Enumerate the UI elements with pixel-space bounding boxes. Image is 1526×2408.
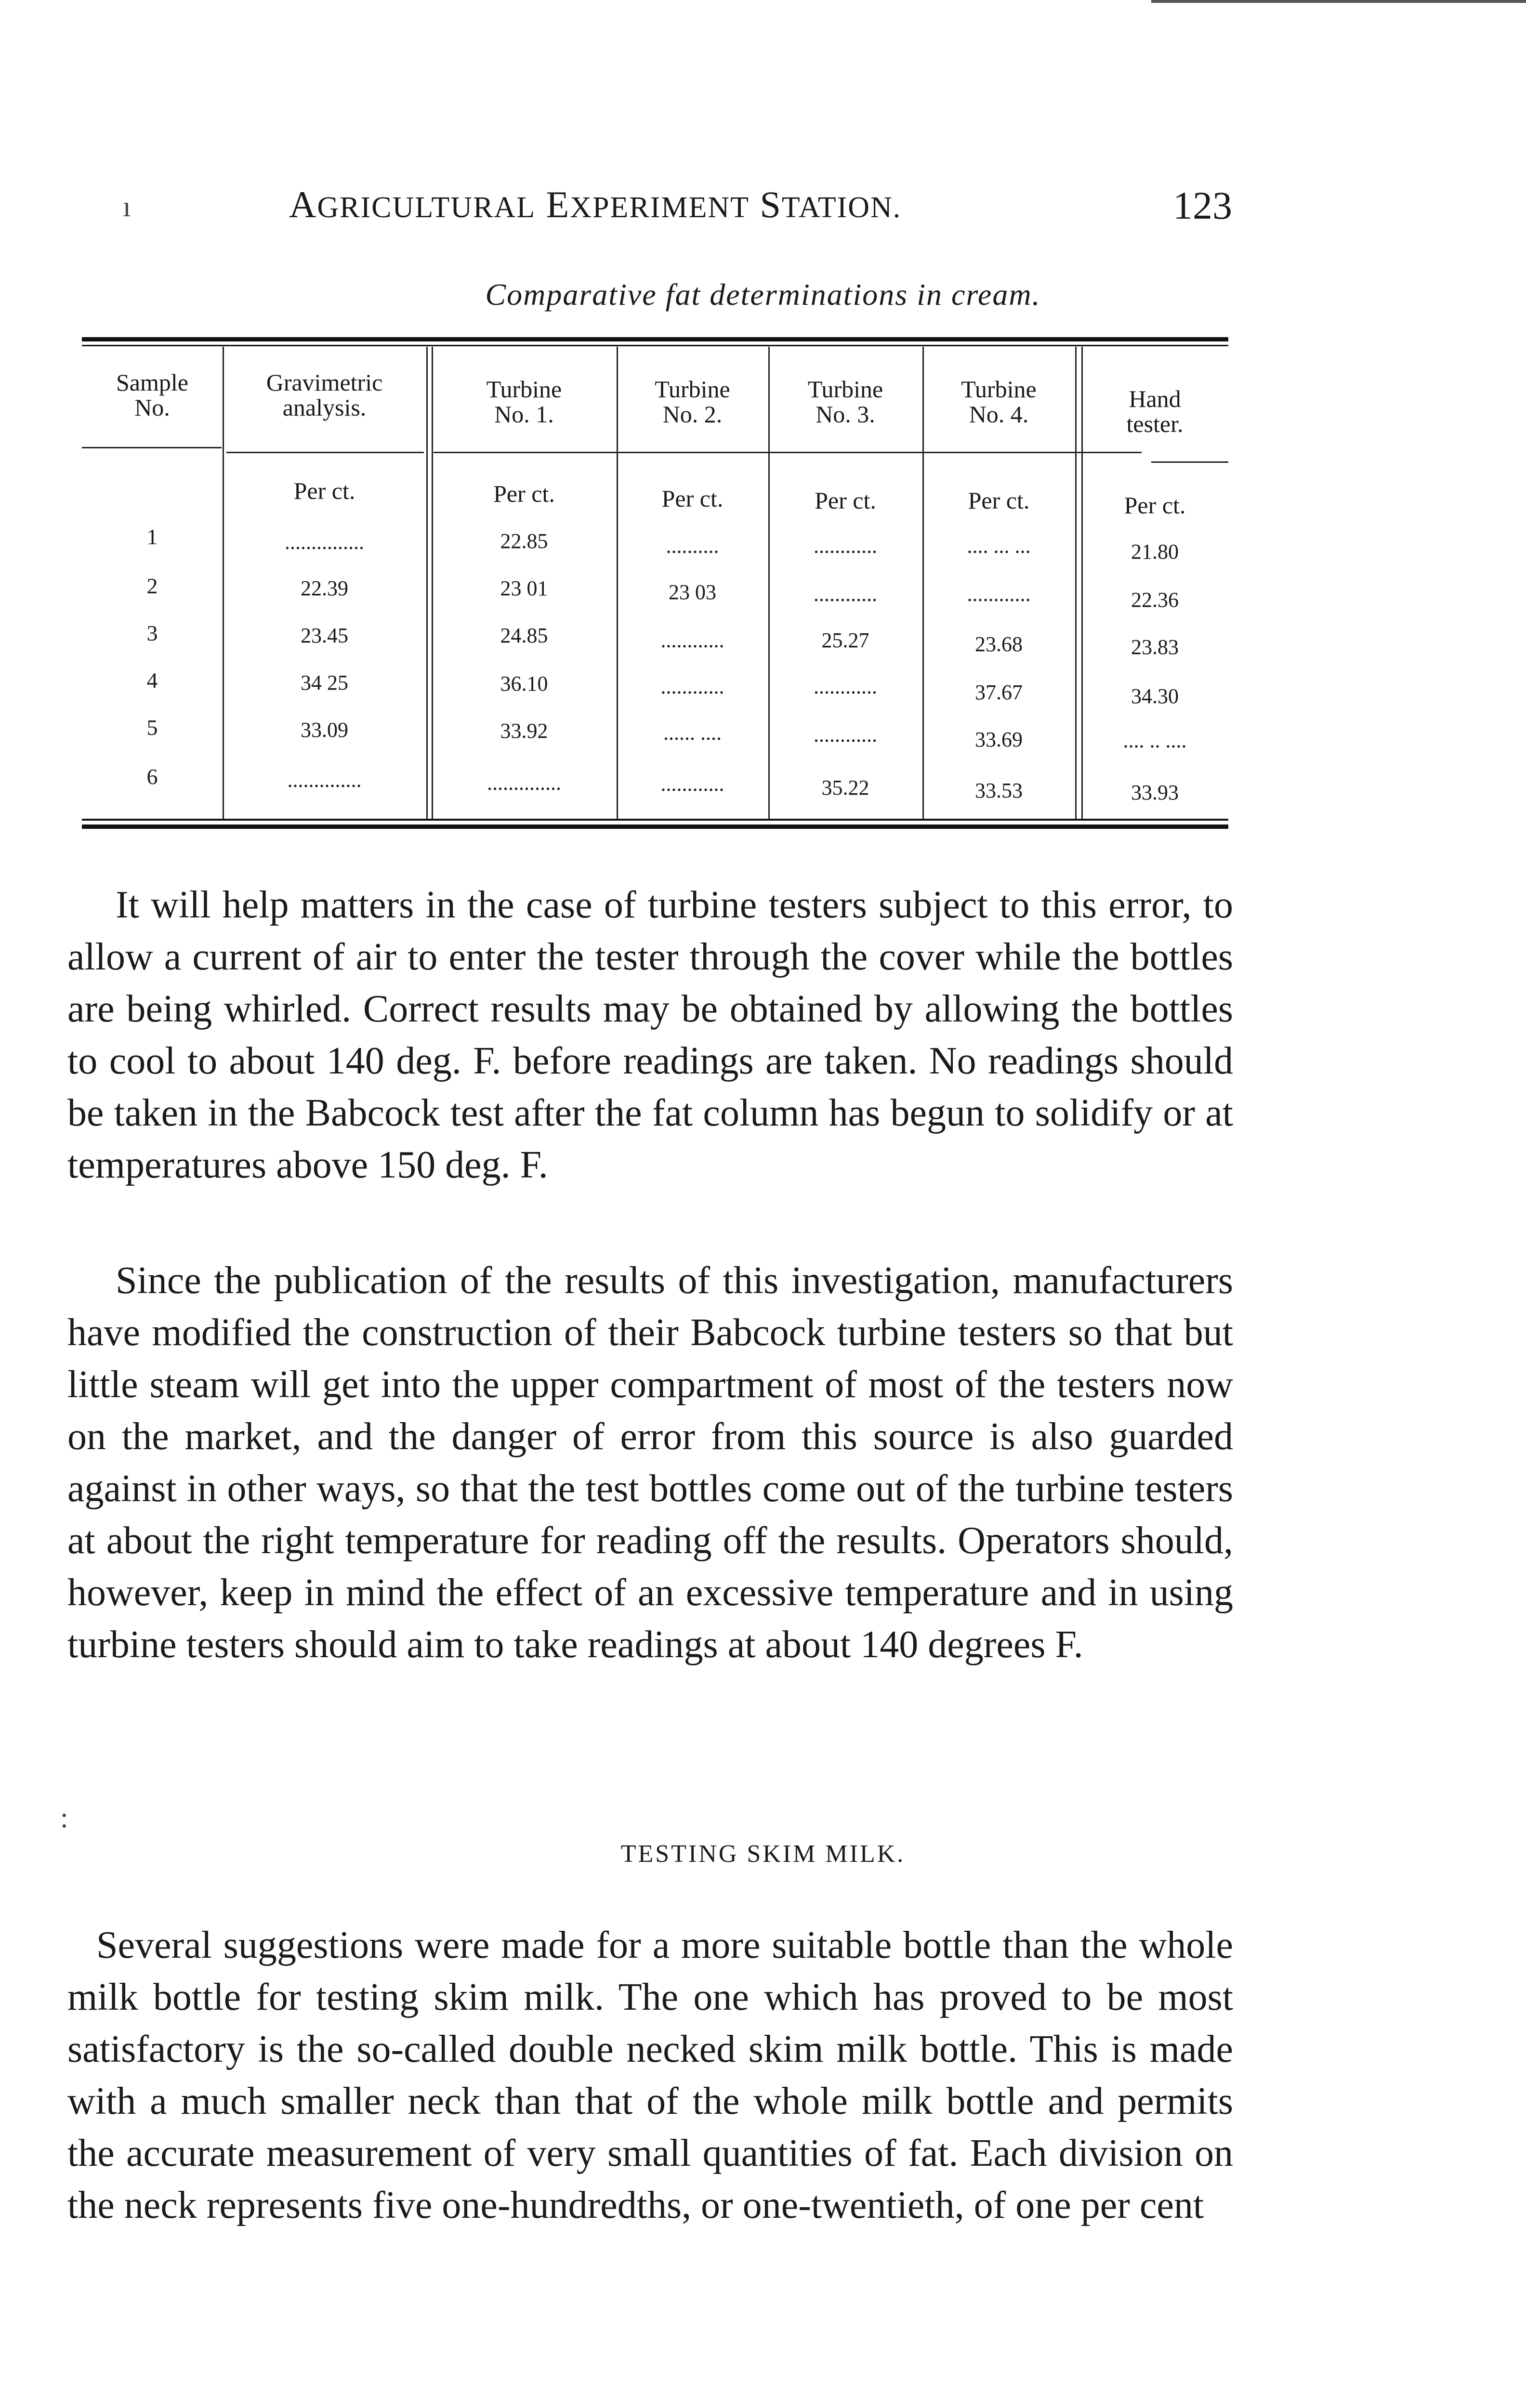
table-top-rule xyxy=(82,337,1228,341)
sample-number: 1 xyxy=(146,524,158,549)
table-bottom-rule xyxy=(82,824,1228,829)
table-cell: .... ... ... xyxy=(967,534,1031,558)
table-cell: 23.45 xyxy=(301,624,348,647)
table-cell: 23.68 xyxy=(975,632,1023,656)
table-cell: ............ xyxy=(814,675,877,698)
table-cell: 34.30 xyxy=(1131,684,1179,708)
column-divider xyxy=(426,347,428,819)
table-top-rule xyxy=(82,345,1228,346)
table-cell: ...... .... xyxy=(663,721,722,745)
table-cell: 33.69 xyxy=(975,728,1023,751)
unit-label: Per ct. xyxy=(968,487,1030,514)
running-head-word: AGRICULTURAL xyxy=(289,183,536,225)
table-cell: 23 03 xyxy=(669,580,716,604)
table-cell: 35.22 xyxy=(821,776,869,799)
unit-label: Per ct. xyxy=(1124,492,1186,519)
table-cell: ............ xyxy=(814,723,877,746)
table-cell: .... .. .... xyxy=(1123,729,1187,752)
column-header-gravimetric: Gravimetric analysis. xyxy=(266,369,383,421)
body-paragraph: Several suggestions were made for a more suitable bottle than the whole milk bottle for testing skim milk. The one which has proved to be most satisfactory is the so-called double necked skim milk bottle. This is made with a much smaller neck than that of the whole milk bottle and permits the accurate measurement of very small quantities of fat. Each division on the neck represents five one-hundredths, or one-twentieth, of one per cent xyxy=(67,1924,1233,2226)
table-cell: 25.27 xyxy=(821,628,869,652)
table-cell: ............... xyxy=(285,530,364,554)
section-heading: TESTING SKIM MILK. xyxy=(620,1840,906,1868)
table-cell: .............. xyxy=(487,771,561,795)
page-header xyxy=(289,183,1252,241)
header-underline xyxy=(1151,461,1228,463)
table-cell: .......... xyxy=(666,534,719,558)
table-cell: ............ xyxy=(660,772,724,796)
table-cell: ............ xyxy=(967,582,1031,606)
column-header-turbine-2: Turbine No. 2. xyxy=(655,376,730,428)
fat-determinations-table xyxy=(82,337,1228,848)
table-cell: 23.83 xyxy=(1131,635,1179,659)
table-cell: 24.85 xyxy=(500,624,548,647)
sample-number: 5 xyxy=(146,715,158,740)
body-paragraph: Since the publication of the results of this investigation, manufacturers have modified the construction of their Babcock turbine testers so that but little steam will get into the upper compartment of most of the testers now on the market, and the danger of error from this source is also guarded against in other ways, so that the test bottles come out of the turbine testers at about the right temperature for reading off the results. Operators should, however, keep in mind the effect of an excessive temperature and in using turbine testers should aim to take readings at about 140 degrees F. xyxy=(67,1259,1233,1666)
table-bottom-rule xyxy=(82,819,1228,821)
running-head-word: EXPERIMENT xyxy=(546,183,750,225)
running-head-word: STATION. xyxy=(760,183,902,225)
column-header-sample-no: Sample No. xyxy=(116,369,188,421)
sample-number: 6 xyxy=(146,764,158,789)
table-cell: .............. xyxy=(287,768,362,792)
column-header-turbine-3: Turbine No. 3. xyxy=(807,376,883,428)
body-paragraph: It will help matters in the case of turbine testers subject to this error, to allow a current of air to enter the tester through the cover while the bottles are being whirled. Correct results may be obtained by allowing the bottles to cool to about 140 deg. F. before readings are taken. No readings should be taken in the Babcock test after the fat column has begun to solidify or at temperatures above 150 deg. F. xyxy=(67,884,1233,1186)
table-cell: ............ xyxy=(814,582,877,606)
column-header-turbine-4: Turbine No. 4. xyxy=(961,376,1037,428)
running-head xyxy=(289,183,901,226)
header-underline xyxy=(226,452,424,453)
table-cell: 22.36 xyxy=(1131,588,1179,612)
column-header-turbine-1: Turbine No. 1. xyxy=(486,376,562,428)
table-cell: 23 01 xyxy=(500,576,548,600)
table-cell: 22.39 xyxy=(301,576,348,600)
table-cell: 33.92 xyxy=(500,719,548,743)
unit-label: Per ct. xyxy=(661,485,724,512)
table-cell: 36.10 xyxy=(500,672,548,695)
unit-label: Per ct. xyxy=(815,487,876,514)
table-cell: 33.53 xyxy=(975,779,1023,802)
table-cell: 33.09 xyxy=(301,718,348,742)
column-header-hand-tester: Hand tester. xyxy=(1126,385,1184,437)
scan-edge-rule xyxy=(1151,0,1526,3)
page-number: 123 xyxy=(1173,183,1232,227)
column-divider xyxy=(1075,347,1077,819)
table-cell: 21.80 xyxy=(1131,540,1179,563)
sample-number: 3 xyxy=(146,621,158,645)
header-underline xyxy=(82,447,222,448)
unit-label: Per ct. xyxy=(493,480,555,507)
table-cell: ............ xyxy=(660,628,724,652)
table-cell: 22.85 xyxy=(500,529,548,553)
scan-mark: : xyxy=(60,1802,68,1833)
table-caption: Comparative fat determinations in cream. xyxy=(485,277,1041,312)
table-cell: 33.93 xyxy=(1131,781,1179,804)
table-cell: 34 25 xyxy=(301,671,348,694)
unit-label: Per ct. xyxy=(293,477,355,504)
table-cell: 37.67 xyxy=(975,681,1023,704)
header-underline xyxy=(434,452,1142,453)
table-cell: ............ xyxy=(660,675,724,698)
table-cell: ............ xyxy=(814,534,877,558)
sample-number: 4 xyxy=(146,668,158,693)
scan-mark: ı xyxy=(123,191,131,222)
sample-number: 2 xyxy=(146,574,158,598)
